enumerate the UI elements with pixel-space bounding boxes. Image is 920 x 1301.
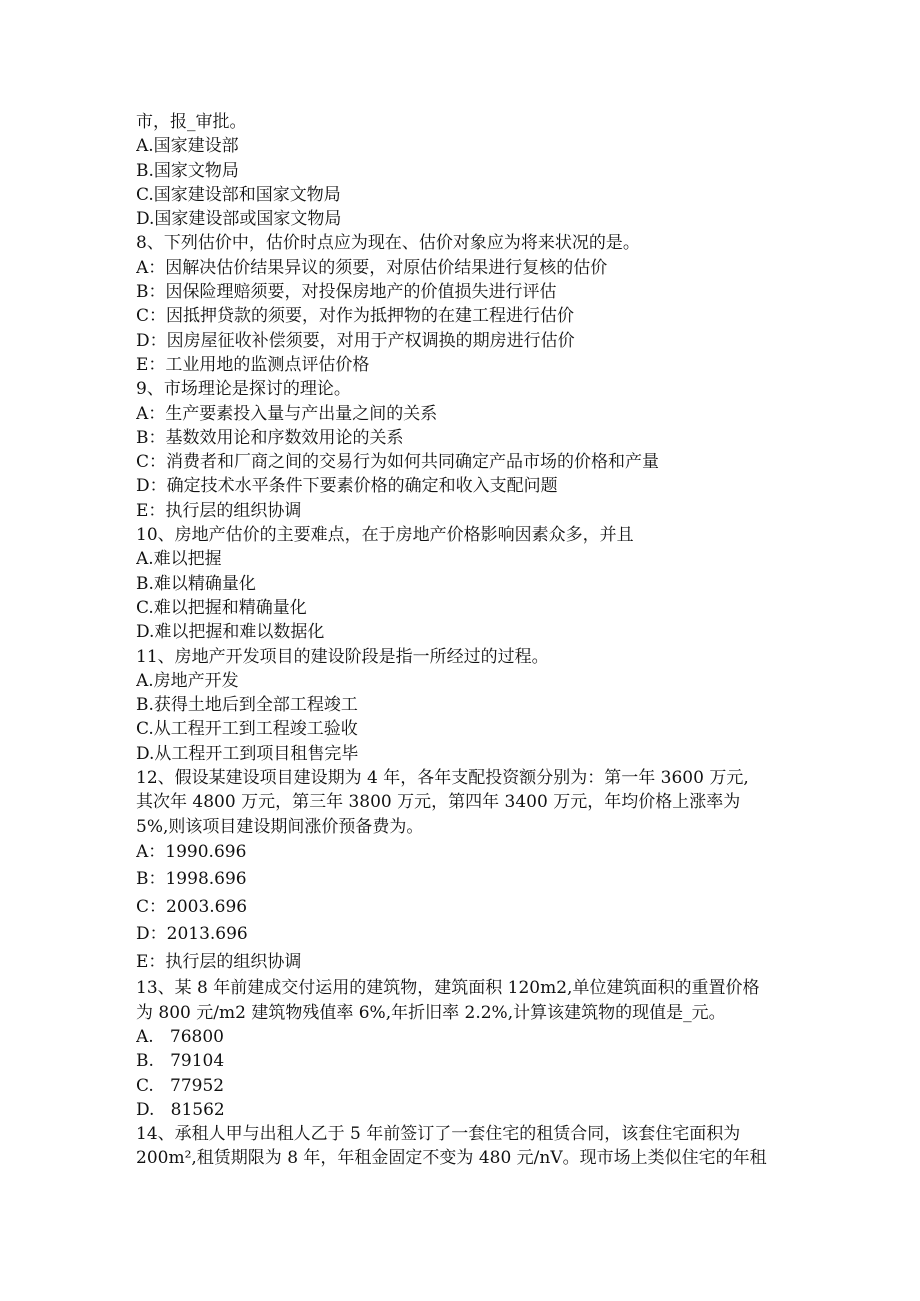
option-line: A：1990.696: [136, 841, 247, 862]
option-line: D：2013.696: [136, 924, 248, 945]
question-stem: 200m²,租赁期限为 8 年，年租金固定不变为 480 元/nV。现市场上类似住宅的年租: [136, 1148, 767, 1169]
option-line: A.难以把握: [136, 549, 222, 570]
question-stem: 11、房地产开发项目的建设阶段是指一所经过的过程。: [136, 646, 549, 667]
option-line: C. 77952: [136, 1075, 225, 1096]
question-stem: 5%,则该项目建设期间涨价预备费为。: [136, 816, 424, 837]
option-line: A. 76800: [136, 1027, 224, 1047]
option-line: D.国家建设部或国家文物局: [136, 209, 342, 230]
option-line: B.国家文物局: [136, 160, 239, 181]
option-line: D：因房屋征收补偿须要，对用于产权调换的期房进行估价: [136, 330, 575, 351]
option-line: B：因保险理赔须要，对投保房地产的价值损失进行评估: [136, 282, 557, 303]
option-line: A.国家建设部: [136, 136, 239, 157]
question-stem: 12、假设某建设项目建设期为 4 年，各年支配投资额分别为：第一年 3600 万元,: [136, 768, 749, 789]
question-stem: 为 800 元/m2 建筑物残值率 6%,年折旧率 2.2%,计算该建筑物的现值是_元。: [136, 1002, 726, 1023]
question-stem: 8、下列估价中，估价时点应为现在、估价对象应为将来状况的是。: [136, 233, 640, 254]
option-line: A：生产要素投入量与产出量之间的关系: [136, 403, 438, 424]
option-line: B：1998.696: [136, 869, 247, 890]
option-line: B.难以精确量化: [136, 573, 256, 594]
option-line: B：基数效用论和序数效用论的关系: [136, 427, 404, 448]
option-line: D.从工程开工到项目租售完毕: [136, 743, 359, 764]
option-line: B.获得土地后到全部工程竣工: [136, 695, 358, 716]
question-stem: 14、承租人甲与出租人乙于 5 年前签订了一套住宅的租赁合同，该套住宅面积为: [136, 1124, 741, 1145]
option-line: E：执行层的组织协调: [136, 951, 302, 972]
option-line: C：因抵押贷款的须要，对作为抵押物的在建工程进行估价: [136, 306, 575, 327]
option-line: C.国家建设部和国家文物局: [136, 184, 341, 205]
option-line: C：消费者和厂商之间的交易行为如何共同确定产品市场的价格和产量: [136, 452, 660, 473]
option-line: C.难以把握和精确量化: [136, 597, 307, 618]
text-line: 市，报_审批。: [136, 112, 247, 132]
question-stem: 13、某 8 年前建成交付运用的建筑物，建筑面积 120m2,单位建筑面积的重置价格: [136, 978, 760, 999]
option-line: A.房地产开发: [136, 670, 239, 691]
option-line: C：2003.696: [136, 896, 248, 917]
option-line: D.难以把握和难以数据化: [136, 622, 325, 643]
option-line: D. 81562: [136, 1099, 225, 1120]
option-line: D：确定技术水平条件下要素价格的确定和收入支配问题: [136, 476, 558, 497]
option-line: E：执行层的组织协调: [136, 500, 302, 521]
question-stem: 9、市场理论是探讨的理论。: [136, 379, 351, 400]
option-line: E：工业用地的监测点评估价格: [136, 354, 370, 375]
option-line: A：因解决估价结果异议的须要，对原估价结果进行复核的估价: [136, 257, 608, 278]
option-line: C.从工程开工到工程竣工验收: [136, 719, 358, 740]
option-line: B. 79104: [136, 1051, 225, 1072]
question-stem: 10、房地产估价的主要难点，在于房地产价格影响因素众多，并且: [136, 525, 634, 546]
document-page: [136, 110, 796, 1171]
question-stem: 其次年 4800 万元，第三年 3800 万元，第四年 3400 万元，年均价格上涨率为: [136, 792, 741, 813]
